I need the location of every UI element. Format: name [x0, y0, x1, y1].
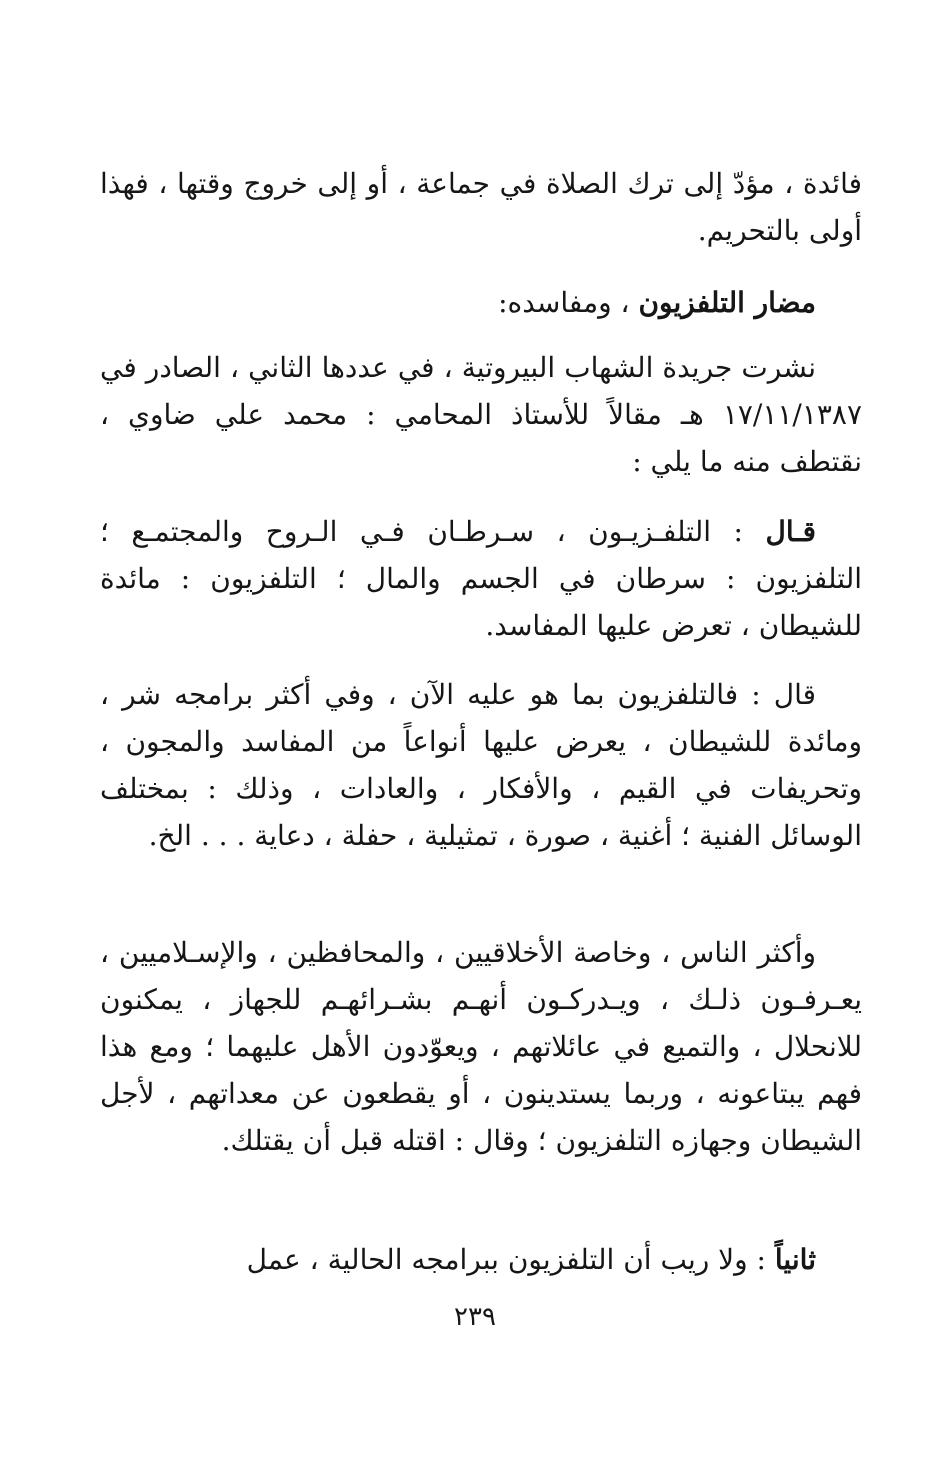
paragraph-text: [100, 1236, 862, 1283]
quote-lead-word: قـال: [765, 515, 816, 548]
paragraph-continuation: [100, 160, 862, 254]
paragraph-newspaper: [100, 344, 862, 485]
heading-rest-text: ، ومفاسده:: [498, 286, 639, 319]
paragraph-text: [100, 508, 862, 649]
heading-bold-text: مضار التلفزيون: [638, 286, 816, 319]
page-number: ٢٣٩: [454, 1302, 496, 1332]
section-heading-paragraph: [100, 279, 862, 326]
quote-text: : التلفـزيـون ، سـرطـان فـي الـروح والمجتمـع ؛ التلفزيون : سرطان في الجسم والمال ؛ التلفزيون : مائدة للشيطان ، تعرض عليها المفاسد.: [100, 515, 863, 642]
paragraph-people: [100, 929, 862, 1164]
paragraph-second-point: [100, 1236, 862, 1283]
section-heading: [100, 279, 862, 326]
paragraph-text: قال : فالتلفزيون بما هو عليه الآن ، وفي أكثر برامجه شر ، ومائدة للشيطان ، يعرض عليها أنواعاً من المفاسد والمجون ، وتحريفات في القيم ، والأفكار ، والعادات ، وذلك : بمختلف الوسائل الفنية ؛ أغنية ، صورة ، تمثيلية ، حفلة ، دعاية . . . الخ.: [100, 678, 862, 852]
paragraph-quote-1: [100, 508, 862, 649]
point-text: : ولا ريب أن التلفزيون ببرامجه الحالية ، عمل: [246, 1243, 775, 1276]
paragraph-quote-2: [100, 671, 862, 859]
point-lead-word: ثانياً: [774, 1243, 816, 1276]
paragraph-text: فائدة ، مؤدّ إلى ترك الصلاة في جماعة ، أو إلى خروج وقتها ، فهذا أولى بالتحريم.: [100, 167, 862, 247]
paragraph-text: نشرت جريدة الشهاب البيروتية ، في عددها الثاني ، الصادر في ١٧/١١/١٣٨٧ هـ مقالاً للأستاذ المحامي : محمد علي ضاوي ، نقتطف منه ما يلي :: [100, 351, 862, 478]
paragraph-text: وأكثر الناس ، وخاصة الأخلاقيين ، والمحافظين ، والإسـلاميين ، يعـرفـون ذلـك ، ويـدركـون أنهـم بشـرائهـم للجهاز ، يمكنون للانحلال ، والتميع في عائلاتهم ، ويعوّدون الأهل عليهما ؛ ومع هذا فهم يبتاعونه ، وربما يستدينون ، أو يقطعون عن معداتهم ، لأجل الشيطان وجهازه التلفزيون ؛ وقال : اقتله قبل أن يقتلك.: [100, 936, 862, 1157]
